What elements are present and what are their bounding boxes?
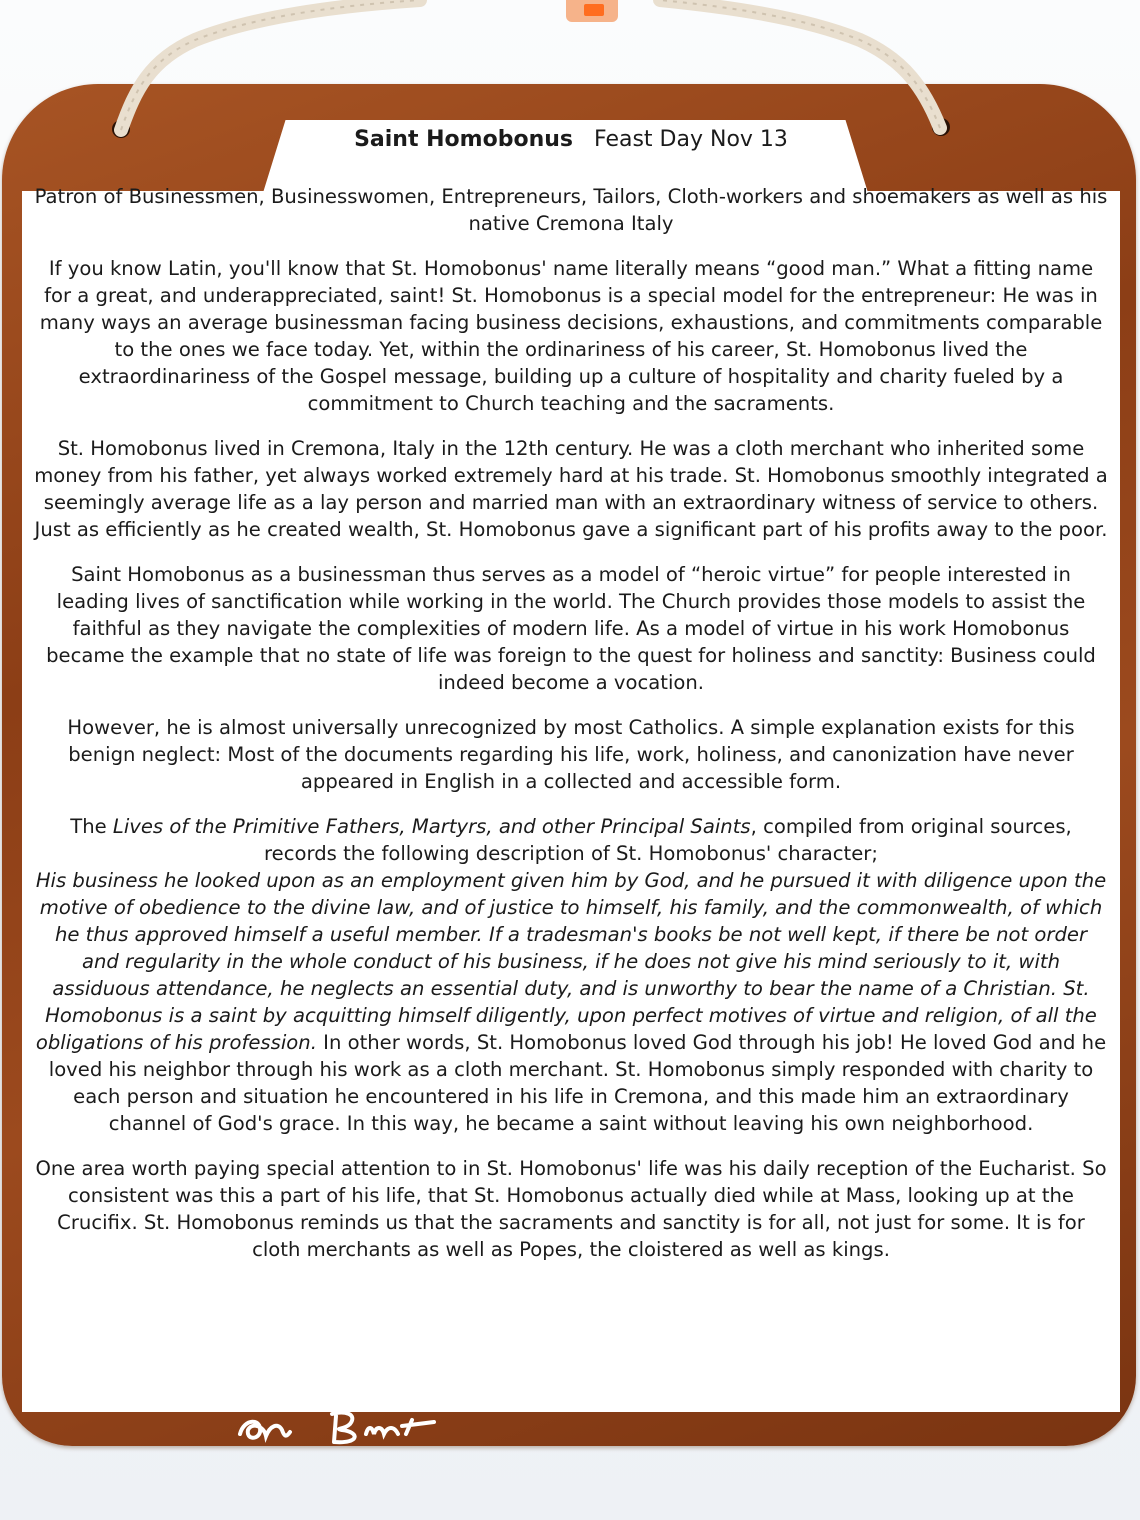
paragraph-latin-name: If you know Latin, you'll know that St. Homobonus' name literally means “good man.” What a fitting name for a great, and underappreciated, saint! St. Homobonus is a special model for the entrepreneur: He was in many ways an average businessman facing business decisions, exhaustions, and commitments comparable to the ones we face today. Yet, within the ordinariness of his career, St. Homobonus lived the extraordinariness of the Gospel message, building up a culture of hospitality and charity fueled by a commitment to Church teaching and the sacraments.	[39, 257, 1103, 415]
lives-lead: The	[70, 815, 113, 838]
paragraph-quote	[34, 867, 1108, 1137]
handwritten-signature	[234, 1404, 474, 1448]
paragraph-lives-source	[34, 813, 1108, 867]
lives-rest: , compiled from original sources, records the following description of St. Homobonus' character;	[264, 815, 1072, 865]
paragraph-cremona: St. Homobonus lived in Cremona, Italy in the 12th century. He was a cloth merchant who inherited some money from his father, yet always worked extremely hard at his trade. St. Homobonus smoothly integrated a seemingly average life as a lay person and married man with an extraordinary witness of service to others. Just as efficiently as he created wealth, St. Homobonus gave a significant part of his profits away to the poor.	[34, 437, 1108, 541]
lives-book-title: Lives of the Primitive Fathers, Martyrs, and other Principal Saints	[112, 815, 751, 838]
paragraph-heroic-virtue: Saint Homobonus as a businessman thus serves as a model of “heroic virtue” for people interested in leading lives of sanctification while working in the world. The Church provides those models to assist the faithful as they navigate the complexities of modern life. As a model of virtue in his work Homobonus became the example that no state of life was foreign to the quest for holiness and sanctity: Business could indeed become a vocation.	[46, 563, 1096, 694]
saint-name: Saint Homobonus	[354, 127, 573, 152]
paragraph-eucharist: One area worth paying special attention to in St. Homobonus' life was his daily reception of the Eucharist. So consistent was this a part of his life, that St. Homobonus actually died while at Mass, looking up at the Crucifix. St. Homobonus reminds us that the sacraments and sanctity is for all, not just for some. It is for cloth merchants as well as Popes, the cloistered as well as kings.	[35, 1157, 1107, 1261]
patron-line: Patron of Businessmen, Businesswomen, Entrepreneurs, Tailors, Cloth-workers and shoemakers as well as his native Cremona Italy	[34, 185, 1108, 235]
quote-followup: In other words, St. Homobonus loved God through his job! He loved God and he loved his neighbor through his work as a cloth merchant. St. Homobonus simply responded with charity to each person and situation he encountered in his life in Cremona, and this made him an extraordinary channel of God's grace. In this way, he became a saint without leaving his own neighborhood.	[48, 1031, 1107, 1135]
price-tag	[566, 0, 618, 22]
paragraph-unrecognized: However, he is almost universally unrecognized by most Catholics. A simple explanation exists for this benign neglect: Most of the documents regarding his life, work, holiness, and canonization have never appeared in English in a collected and accessible form.	[67, 716, 1075, 793]
feast-day: Feast Day Nov 13	[594, 127, 788, 152]
character-quote: His business he looked upon as an employment given him by God, and he pursued it with diligence upon the motive of obedience to the divine law, and of justice to himself, his family, and the commonwealth, of which he thus approved himself a useful member. If a tradesman's books be not well kept, if there be not order and regularity in the whole conduct of his business, if he does not give his mind seriously to it, with assiduous attendance, he neglects an essential duty, and is unworthy to bear the name of a Christian. St. Homobonus is a saint by acquitting himself diligently, upon perfect motives of virtue and religion, of all the obligations of his profession.	[35, 869, 1107, 1054]
plaque-text	[34, 124, 1108, 1281]
plaque-title	[34, 124, 1108, 156]
